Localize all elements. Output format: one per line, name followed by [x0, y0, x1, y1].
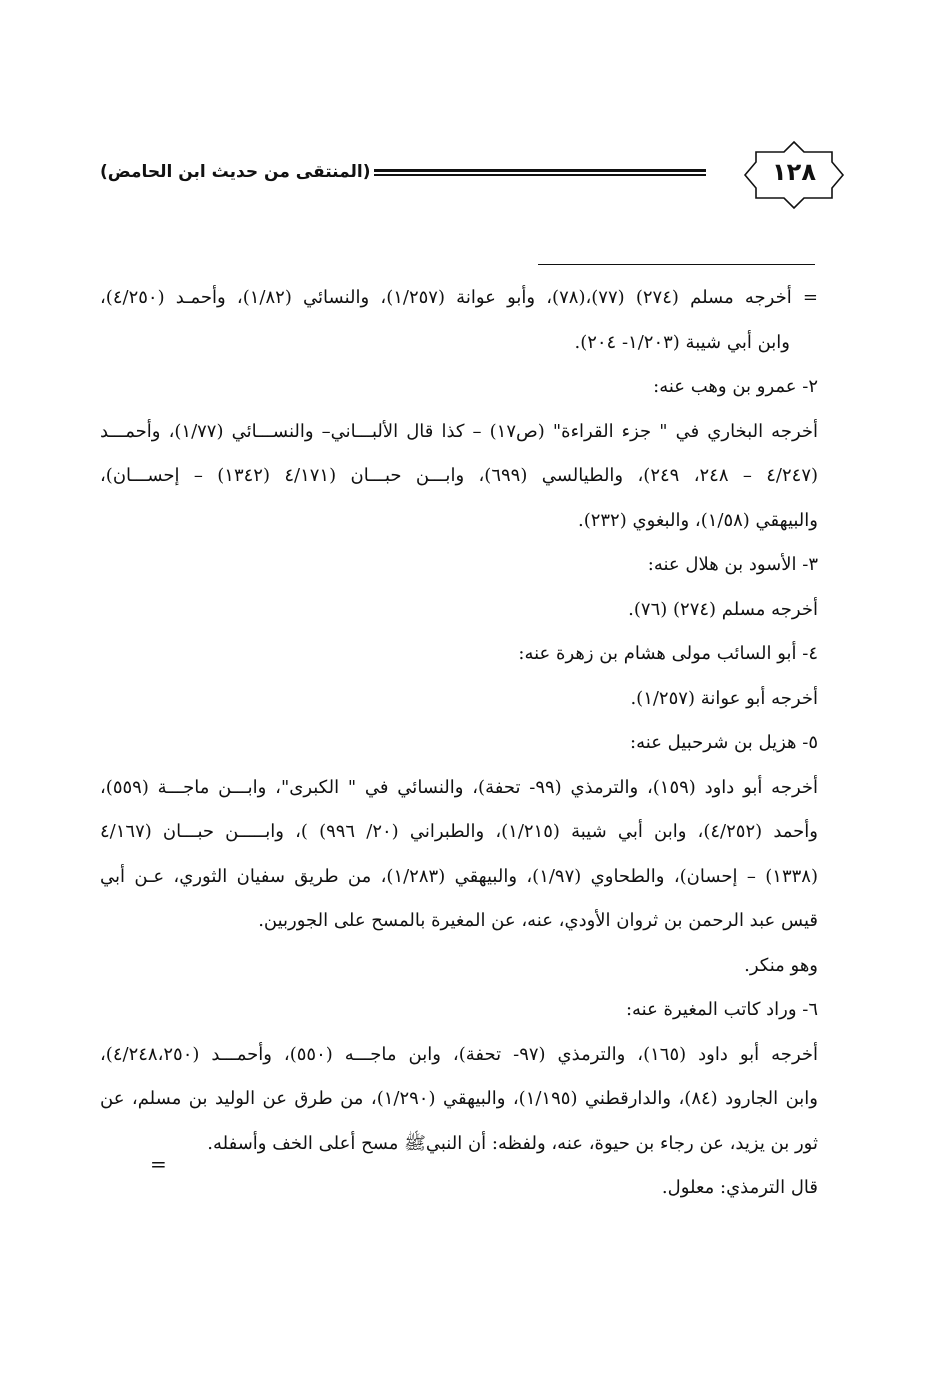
- running-title: (المنتقى من حديث ابن الحامض): [100, 162, 371, 182]
- text-line: وابن أبي شيبة (١/٢٠٣- ٢٠٤).: [574, 331, 790, 353]
- page-number-badge: [742, 140, 846, 210]
- text-line: = أخرجه مسلم (٢٧٤) (٧٧)،(٧٨)، وأبو عوانة (١/٢٥٧)، والنسائي (١/٨٢)، وأحمـد (٤/٢٥٠)،: [100, 287, 818, 308]
- text-line: أخرجه البخاري في " جزء القراءة" (ص١٧) – كذا قال الألبـــاني– والنســـائي (١/٧٧)، وأحمـــد: [100, 420, 818, 442]
- footnote-rule: [538, 264, 815, 265]
- text-line: أخرجه مسلم (٢٧٤) (٧٦).: [628, 598, 818, 620]
- footnote-body: [100, 276, 818, 1211]
- section-heading: ٢- عمرو بن وهب عنه:: [653, 376, 818, 397]
- header-rule: [374, 169, 706, 176]
- section-heading: ٥- هزيل بن شرحبيل عنه:: [630, 732, 818, 753]
- text-line: قيس عبد الرحمن بن ثروان الأودي، عنه، عن المغيرة بالمسح على الجوربين.: [258, 910, 818, 931]
- text-line: أخرجه أبو داود (١٦٥)، والترمذي (٩٧- تحفة)، وابن ماجـــه (٥٥٠)، وأحمـــد (٤/٢٤٨،٢٥٠)،: [100, 1043, 818, 1065]
- text-line: وأحمد (٤/٢٥٢)، وابن أبي شيبة (١/٢١٥)، والطبراني (٢٠/ ٩٩٦) )، وابـــــن حبـــان (٤/١٦٧: [100, 821, 818, 842]
- section-heading: ٦- وراد كاتب المغيرة عنه:: [625, 999, 818, 1020]
- text-line: قال الترمذي: معلول.: [661, 1177, 818, 1198]
- page-number: ١٢٨: [772, 158, 816, 186]
- continuation-mark: =: [150, 1152, 167, 1176]
- text-line: (٤/٢٤٧ – ٢٤٨، ٢٤٩)، والطيالسي (٦٩٩)، وابـــن حبـــان (٤/١٧١ (١٣٤٢) – إحســـان)،: [100, 465, 818, 486]
- text-line: (١٣٣٨) – إحسان)، والطحاوي (١/٩٧)، والبيهقي (١/٢٨٣)، من طريق سفيان الثوري، عـن أبي: [100, 865, 818, 887]
- text-line: أخرجه أبو عوانة (١/٢٥٧).: [630, 687, 818, 709]
- text-line: أخرجه أبو داود (١٥٩)، والترمذي (٩٩- تحفة)، والنسائي في " الكبرى"، وابـــن ماجـــة (٥٥٩)،: [100, 776, 818, 798]
- text-line: ثور بن يزيد، عن رجاء بن حيوة، عنه، ولفظه: أن النبيﷺ مسح أعلى الخف وأسفله.: [207, 1132, 818, 1154]
- text-line: وهو منكر.: [744, 954, 818, 976]
- text-line: والبيهقي (١/٥٨)، والبغوي (٢٣٢).: [577, 509, 818, 531]
- text-line: وابن الجارود (٨٤)، والدارقطني (١/١٩٥)، والبيهقي (١/٢٩٠)، من طرق عن الوليد بن مسلم، عن: [100, 1088, 818, 1109]
- section-heading: ٣- الأسود بن هلال عنه:: [647, 554, 818, 575]
- page-header: [90, 150, 850, 210]
- section-heading: ٤- أبو السائب مولى هشام بن زهرة عنه:: [518, 643, 818, 664]
